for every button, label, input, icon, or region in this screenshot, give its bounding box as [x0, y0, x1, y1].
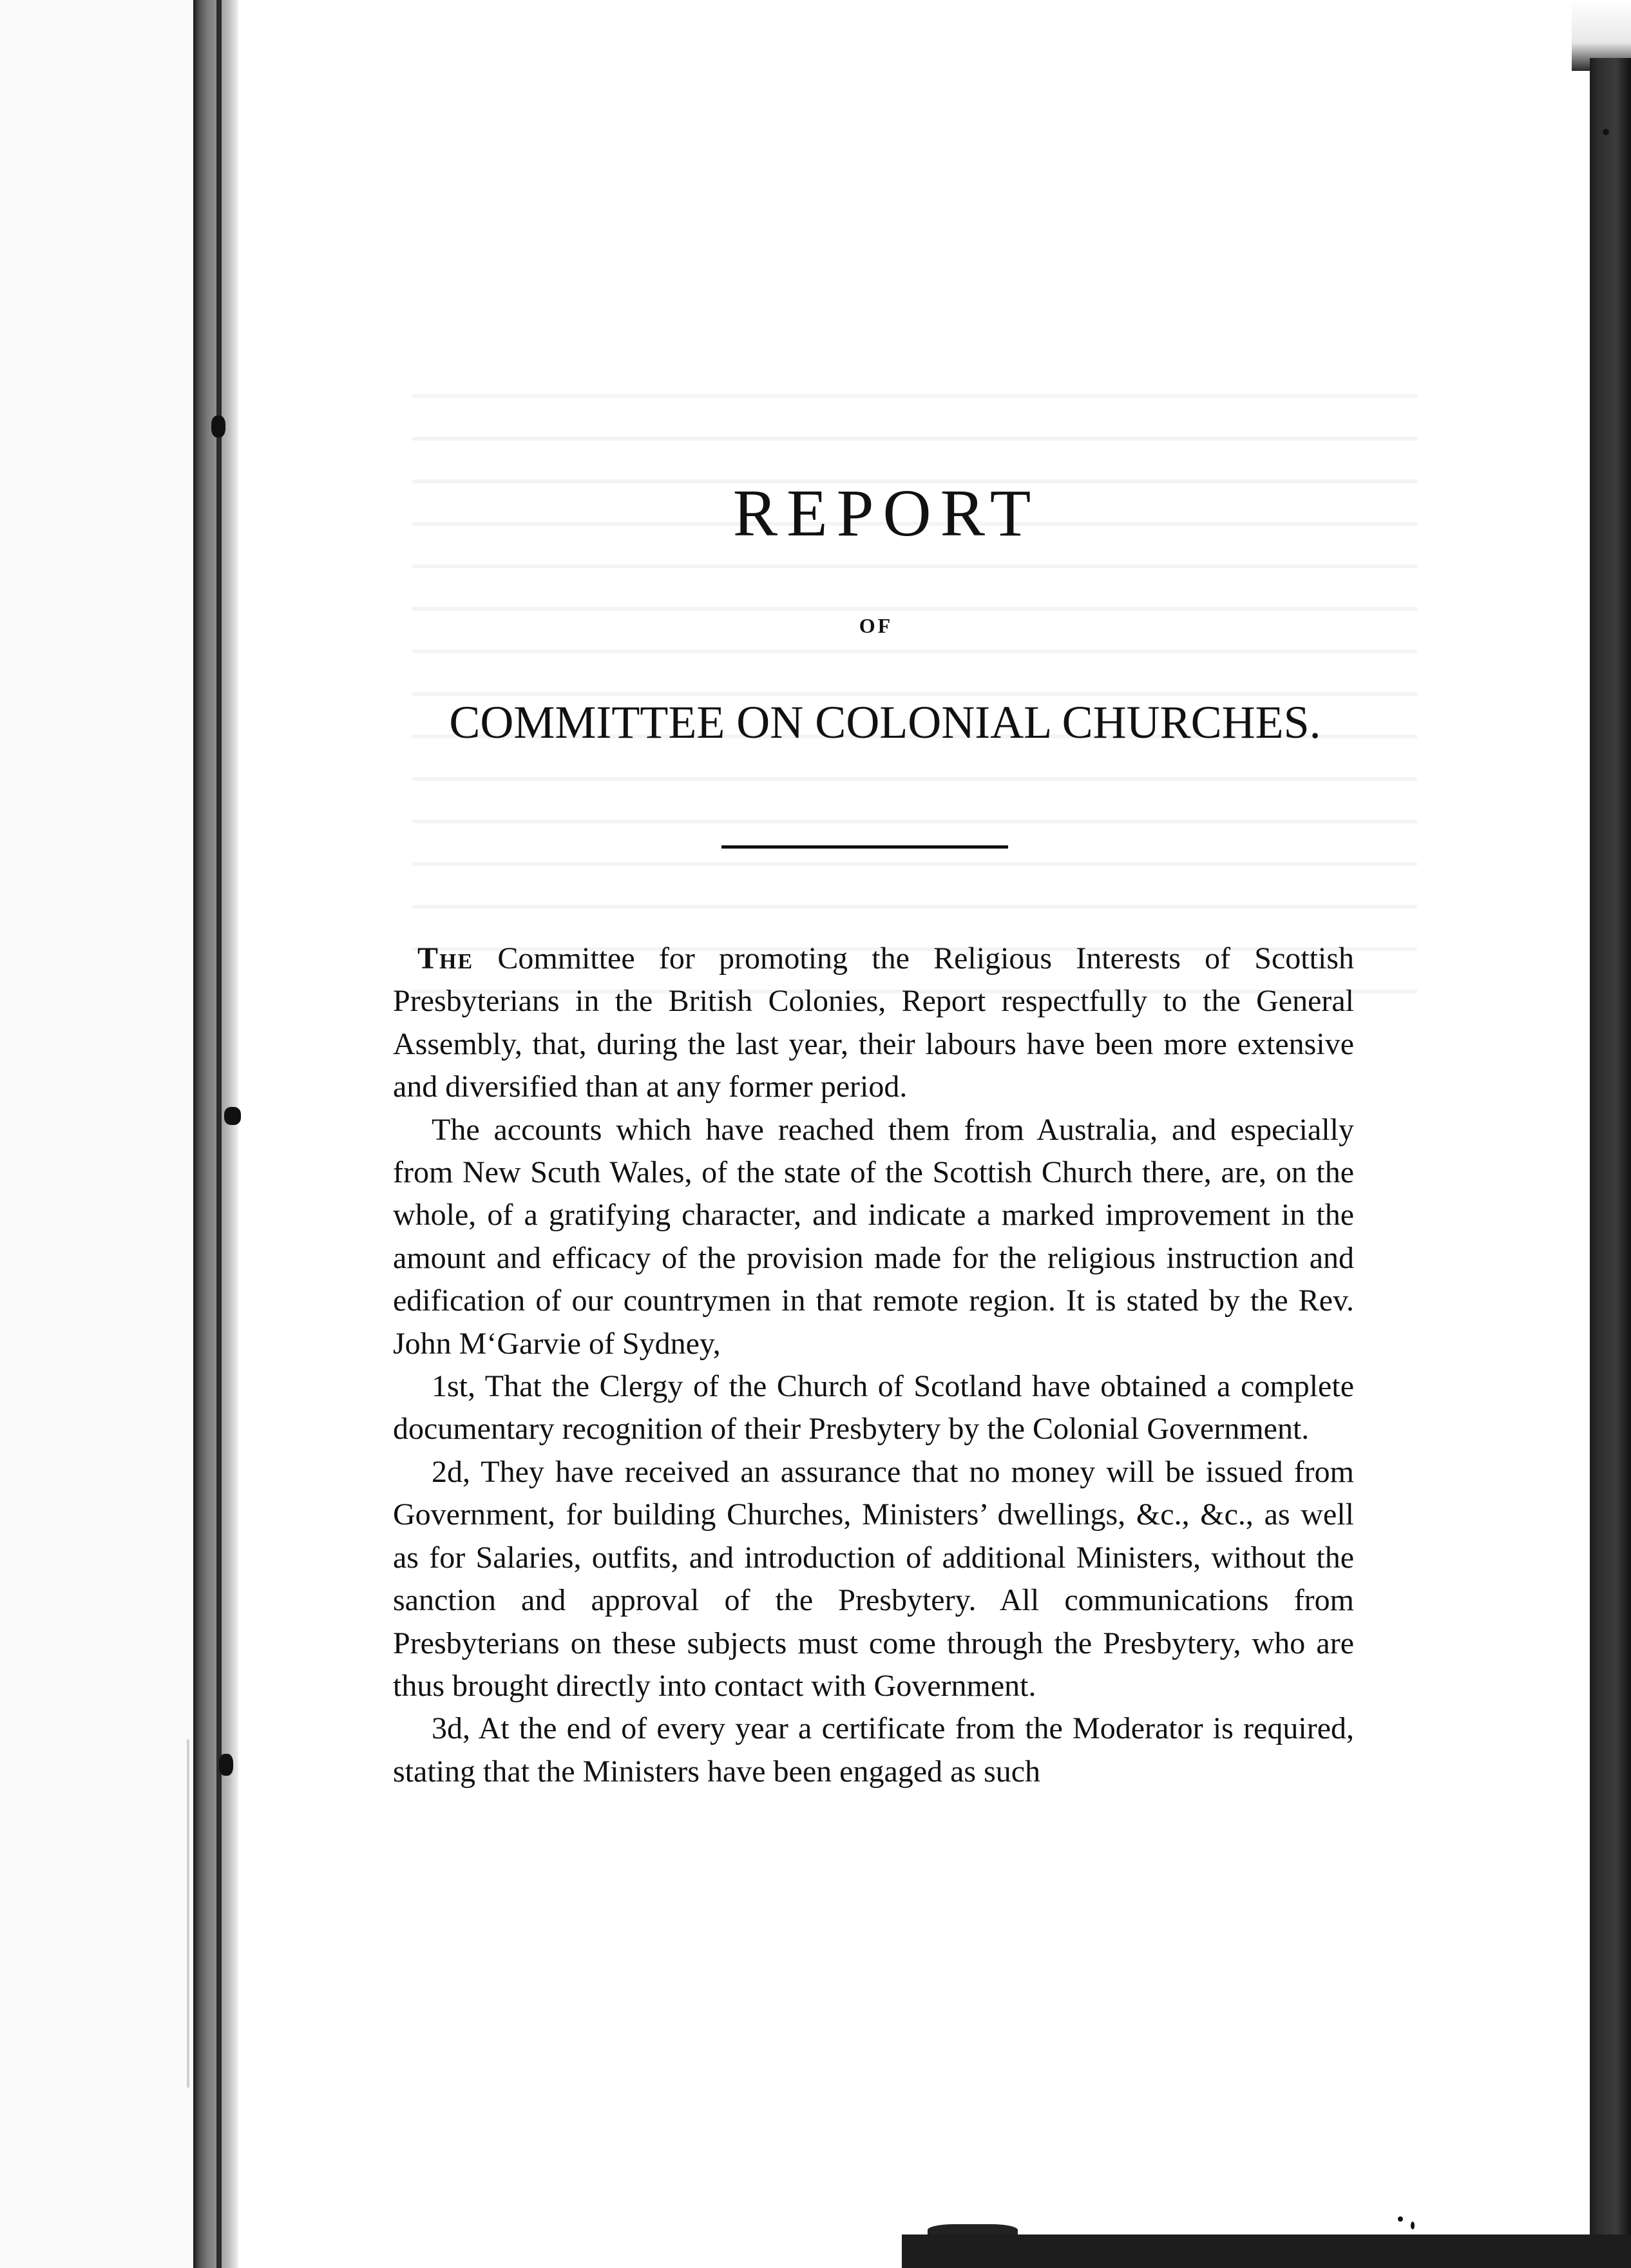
bottom-page-border: [902, 2234, 1631, 2268]
report-body: [393, 937, 1354, 1793]
title-divider-rule: [721, 845, 1008, 849]
report-subtitle: COMMITTEE ON COLONIAL CHURCHES.: [449, 697, 1321, 748]
paragraph-lead-word: The: [417, 941, 474, 975]
paragraph-first-point: 1st, That the Clergy of the Church of Scotland have obtained a complete documentary recognition of their Presbytery by the Colonial Government.: [393, 1369, 1354, 1446]
left-facing-page-edge: [0, 0, 198, 2268]
binding-stitch: [211, 416, 225, 437]
paragraph-australia: The accounts which have reached them from Australia, and especially from New Scuth Wales, of the state of the Scottish Church there, are, on the whole, of a gratifying character, and indicate a marked improvement in the amount and efficacy of the provision made for the religious instruction and edification of our countrymen in that remote region. It is stated by the Rev. John M‘Garvie of Sydney,: [393, 1112, 1354, 1361]
show-through-texture: [412, 361, 1417, 1005]
right-page-border: [1590, 58, 1631, 2249]
scan-speck: [1398, 2216, 1403, 2222]
scan-speck: [1411, 2222, 1415, 2229]
paragraph-third-point: 3d, At the end of every year a certificate from the Moderator is required, stating that the Ministers have been engaged as such: [393, 1711, 1354, 1789]
paragraph-intro: [393, 937, 1354, 1109]
page-edge-shadow: [187, 1740, 189, 2088]
binding-stitch: [219, 1754, 233, 1776]
scan-speck: [1603, 129, 1609, 135]
book-gutter: [193, 0, 238, 2268]
gutter-crease: [216, 0, 222, 2268]
title-connector: OF: [859, 614, 893, 637]
binding-stitch: [224, 1107, 241, 1125]
paragraph-text: Committee for promoting the Religious Interests of Scottish Presbyterians in the British Colonies, Report respectfully to the General Assembly, that, during the last year, their labours have been more extensive and diversified than at any former period.: [393, 941, 1354, 1104]
paragraph-second-point: 2d, They have received an assurance that no money will be issued from Government, for building Churches, Ministers’ dwellings, &c., &c., as well as for Salaries, outfits, and introduction of additional Ministers, without the sanction and approval of the Presbytery. All communications from Presbyterians on these subjects must come through the Presbytery, who are thus brought directly into contact with Government.: [393, 1454, 1354, 1703]
report-title: REPORT: [732, 476, 1040, 550]
